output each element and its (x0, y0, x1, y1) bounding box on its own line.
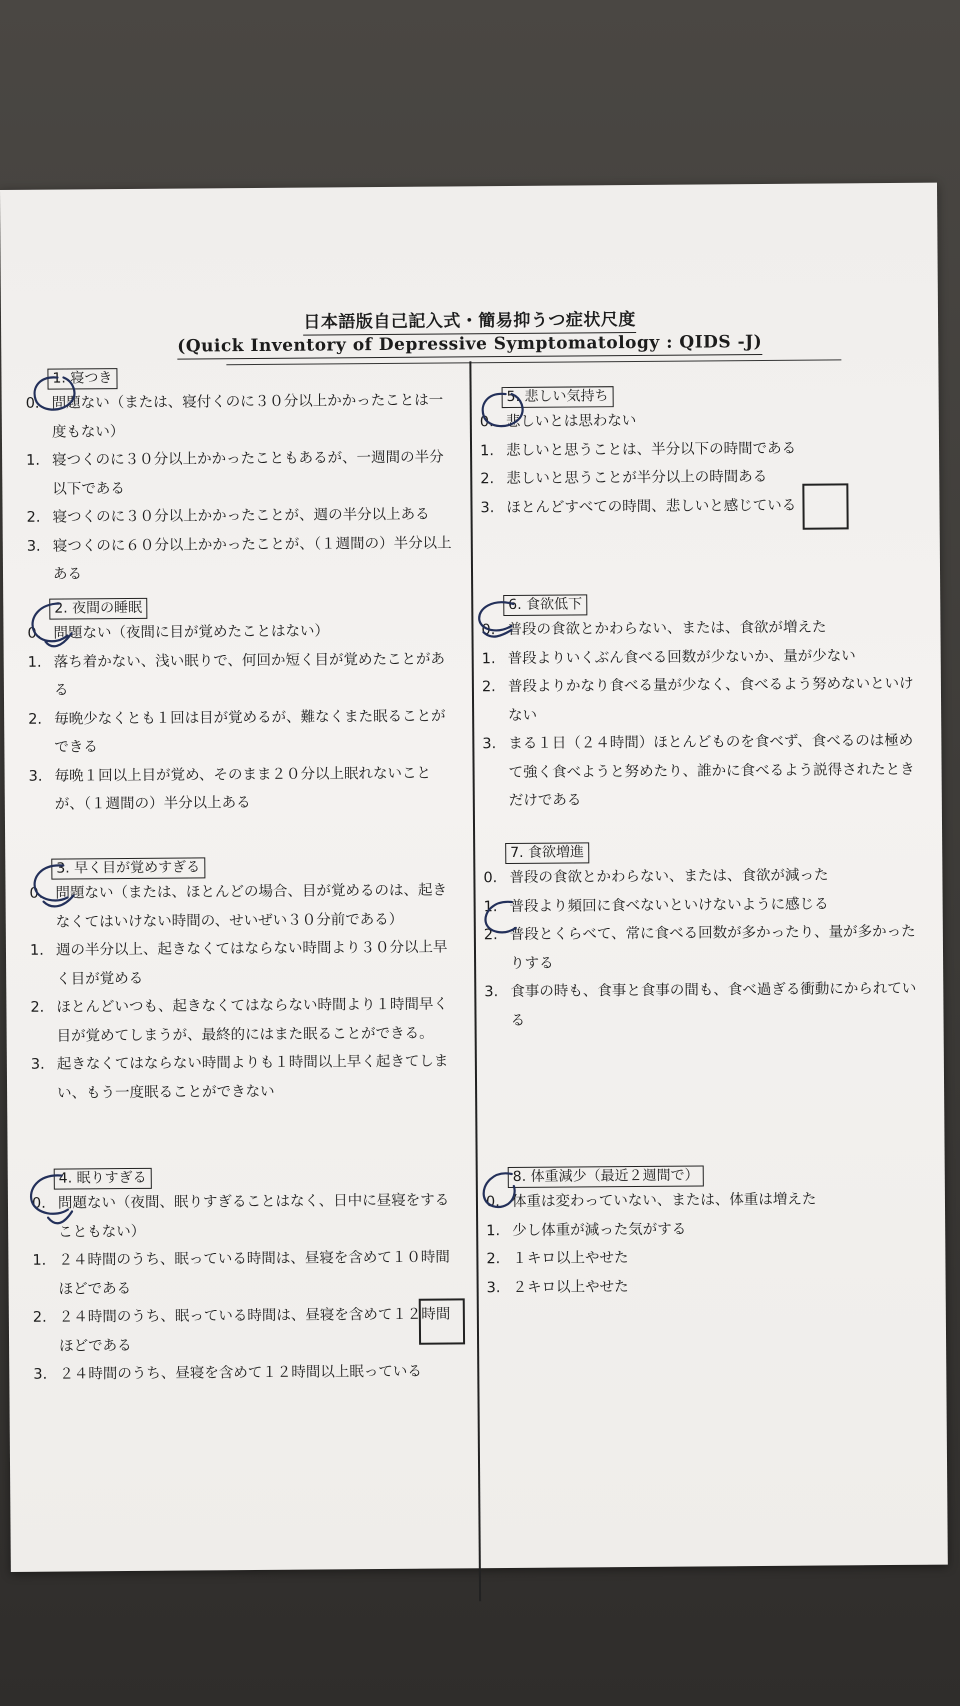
section-3 (29, 854, 461, 1107)
option[interactable] (482, 670, 922, 730)
option[interactable] (28, 759, 458, 819)
option[interactable] (483, 861, 923, 893)
option-text: 起きなくてはならない時間よりも１時間以上早く起きてしまい、もう一度眠ることができない (56, 1053, 449, 1102)
section-1 (25, 364, 457, 589)
option-text: 体重は変わっていない、または、体重は増えた (511, 1191, 817, 1211)
section-8 (486, 1163, 927, 1302)
option-text: 毎晩少なくとも１回は目が覚めるが、難なくまた眠ることができる (54, 708, 446, 756)
option-text: ほとんどいつも、起きなくてはならない時間より１時間早く目が覚めてしまうが、最終的にはまた眠ることができる。 (56, 996, 448, 1045)
option-number: 2. (481, 679, 496, 696)
option-number: 3. (33, 1366, 48, 1383)
option-number: 2. (28, 711, 43, 728)
section-header: 6. 食欲低下 (503, 594, 587, 616)
option-number: 0. (31, 1195, 46, 1212)
score-box[interactable] (419, 1298, 465, 1344)
option[interactable] (26, 386, 456, 446)
option-number: 2. (26, 509, 41, 526)
option[interactable] (482, 727, 923, 816)
option-number: 0. (483, 870, 498, 887)
option[interactable] (486, 1242, 926, 1274)
option-text: 毎晩１回以上目が覚め、そのまま２０分以上眠れないことが、（１週間の）半分以上ある (54, 765, 432, 813)
option-number: 2. (32, 1309, 47, 1326)
option-number: 2. (483, 927, 498, 944)
option-text: 寝つくのに３０分以上かかったこともあるが、一週間の半分以下である (52, 449, 444, 498)
option-number: 0. (29, 885, 44, 902)
option-number: 3. (486, 1279, 501, 1296)
option-text: ２キロ以上やせた (512, 1278, 629, 1296)
option-text: 悲しいとは思わない (505, 413, 637, 431)
option-text: 悲しいと思うことは、半分以下の時間である (505, 440, 797, 459)
option[interactable] (27, 529, 457, 589)
option[interactable] (480, 490, 920, 522)
title-rule (226, 359, 841, 365)
questionnaire-sheet (0, 183, 948, 1572)
option-number: 1. (479, 442, 494, 459)
option[interactable] (480, 405, 920, 437)
option[interactable] (28, 645, 458, 705)
option[interactable] (26, 500, 456, 532)
option-number: 0. (25, 395, 40, 412)
score-box[interactable] (802, 483, 848, 529)
option-text: ２４時間のうち、昼寝を含めて１２時間以上眠っている (59, 1363, 422, 1383)
option[interactable] (30, 933, 460, 993)
option-number: 3. (480, 499, 495, 516)
section-5 (480, 383, 921, 522)
right-column (479, 383, 920, 1296)
option-text: 週の半分以上、起きなくてはならない時間より３０分以上早く目が覚める (55, 939, 448, 988)
option-text: まる１日（２４時間）ほとんどものを食べず、食べるのは極めて強く食べようと努めたり、誰かに食べるよう説得されたときだけである (508, 732, 915, 810)
option[interactable] (484, 975, 924, 1035)
option-text: 問題ない（または、寝付くのに３０分以上かかったことは一度もない） (51, 392, 444, 441)
option[interactable] (484, 918, 924, 978)
option-number: 0. (27, 625, 42, 642)
option[interactable] (29, 876, 459, 936)
option[interactable] (32, 1243, 462, 1303)
option-number: 1. (483, 898, 498, 915)
option-text: ２４時間のうち、眠っている時間は、昼寝を含めて１０時間ほどである (58, 1249, 450, 1298)
option-text: 普段とくらべて、常に食べる回数が多かったり、量が多かったりする (509, 923, 916, 972)
option-text: １キロ以上やせた (512, 1250, 629, 1268)
option-text: 問題ない（夜間に目が覚めたことはない） (53, 623, 330, 642)
option[interactable] (31, 1047, 461, 1107)
option-number: 3. (30, 1056, 45, 1073)
option-number: 1. (29, 942, 44, 959)
section-header: 3. 早く目が覚めすぎる (51, 857, 205, 879)
option[interactable] (480, 462, 920, 494)
option-number: 2. (480, 471, 495, 488)
option[interactable] (33, 1300, 463, 1360)
option-number: 2. (486, 1251, 501, 1268)
option[interactable] (486, 1213, 926, 1245)
option-text: ほとんどすべての時間、悲しいと感じている (506, 497, 797, 516)
option-number: 0. (479, 414, 494, 431)
section-header: 8. 体重減少（最近２週間で） (508, 1166, 704, 1189)
option-text: ２４時間のうち、眠っている時間は、昼寝を含めて１２時間ほどである (58, 1306, 451, 1355)
option-text: 悲しいと思うことが半分以上の時間ある (506, 468, 768, 488)
option-text: 普段より頻回に食べないといけないように感じる (509, 896, 829, 915)
option[interactable] (26, 443, 456, 503)
section-2 (27, 594, 459, 819)
option-text: 寝つくのに３０分以上かかったことが、週の半分以上ある (52, 506, 430, 526)
option[interactable] (27, 616, 457, 648)
option[interactable] (32, 1186, 462, 1246)
section-header: 4. 眠りすぎる (54, 1168, 152, 1190)
option[interactable] (484, 889, 924, 921)
option[interactable] (487, 1270, 927, 1302)
option[interactable] (481, 613, 921, 645)
section-header: 1. 寝つき (47, 368, 117, 390)
option-number: 1. (486, 1222, 501, 1239)
option-text: 普段の食欲とかわらない、または、食欲が増えた (507, 619, 827, 639)
page-subtitle: (Quick Inventory of Depressive Symptomatology : QIDS -J) (1, 331, 938, 358)
option-text: 少し体重が減った気がする (512, 1221, 687, 1239)
section-header: 7. 食欲増進 (505, 842, 589, 864)
option-number: 1. (481, 650, 496, 667)
option-number: 3. (484, 984, 499, 1001)
option-text: 寝つくのに６０分以上かかったことが、（１週間の）半分以上ある (52, 534, 452, 583)
option[interactable] (28, 702, 458, 762)
option-text: 問題ない（夜間、眠りすぎることはなく、日中に昼寝をすることもない） (57, 1192, 450, 1241)
section-4 (32, 1164, 464, 1389)
option-text: 落ち着かない、浅い眠りで、何回か短く目が覚めたことがある (53, 651, 445, 699)
option[interactable] (482, 641, 922, 673)
column-divider (469, 361, 481, 1601)
option-number: 3. (26, 538, 41, 555)
section-6 (481, 591, 923, 816)
option-text: 問題ない（または、ほとんどの場合、目が覚めるのは、起きなくてはいけない時間の、せいぜい３０分前である） (55, 882, 448, 931)
option-number: 1. (27, 654, 42, 671)
option-text: 食事の時も、食事と食事の間も、食べ過ぎる衝動にかられている (510, 980, 917, 1029)
option[interactable] (33, 1357, 463, 1389)
option-text: 普段よりいくぶん食べる回数が少ないか、量が少ない (507, 647, 856, 667)
section-header: 5. 悲しい気持ち (502, 386, 614, 408)
option-number: 1. (26, 452, 41, 469)
option-number: 2. (30, 999, 45, 1016)
option[interactable] (486, 1185, 926, 1217)
option[interactable] (480, 433, 920, 465)
section-7 (483, 839, 925, 1035)
option-number: 0. (485, 1194, 500, 1211)
option[interactable] (30, 990, 460, 1050)
option-number: 3. (28, 768, 43, 785)
page-title: 日本語版自己記入式・簡易抑うつ症状尺度 (1, 303, 938, 335)
option-text: 普段よりかなり食べる量が少なく、食べるよう努めないといけない (507, 675, 914, 724)
option-text: 普段の食欲とかわらない、または、食欲が減った (509, 867, 829, 887)
option-number: 1. (32, 1252, 47, 1269)
option-number: 0. (481, 622, 496, 639)
section-header: 2. 夜間の睡眠 (49, 598, 147, 620)
option-number: 3. (482, 736, 497, 753)
